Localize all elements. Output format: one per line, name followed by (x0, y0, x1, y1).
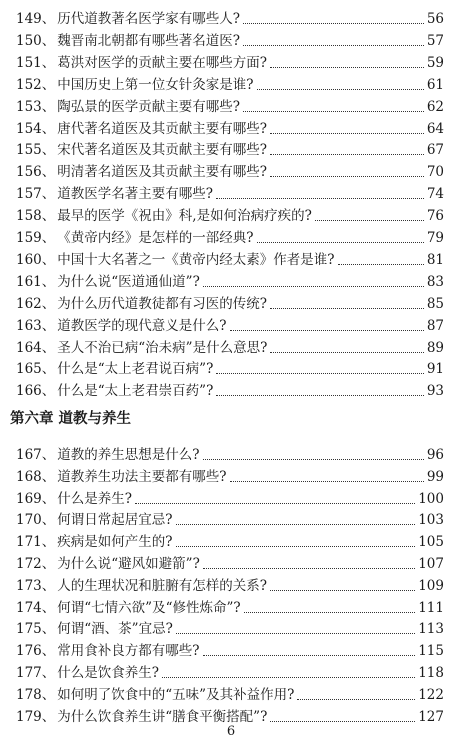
entry-page-number: 115 (418, 643, 444, 660)
dot-leader (243, 44, 424, 46)
entry-page-number: 105 (418, 534, 444, 551)
entry-number: 169、 (16, 490, 56, 507)
entry-number: 149、 (16, 11, 56, 27)
entry-title: 为什么历代道教徒都有习医的传统? (57, 295, 268, 312)
entry-number: 162、 (16, 295, 56, 312)
entry-page-number: 103 (418, 512, 444, 529)
entry-number: 153、 (16, 98, 56, 115)
entry-title: 什么是“太上老君说百病”? (57, 361, 214, 378)
toc-entry[interactable] (16, 662, 444, 685)
entry-number: 161、 (16, 273, 56, 290)
entry-number: 174、 (16, 599, 56, 616)
toc-entry[interactable] (16, 139, 444, 162)
dot-leader (257, 241, 424, 243)
entry-number: 166、 (16, 383, 56, 400)
toc-entry[interactable] (16, 380, 444, 403)
entry-page-number: 100 (418, 490, 444, 507)
entry-title: 为什么饮食养生讲“膳食平衡搭配”? (57, 708, 268, 725)
dot-leader (270, 351, 423, 353)
entry-title: 道教医学名著主要有哪些? (57, 186, 214, 203)
entry-title: 什么是养生? (57, 490, 133, 507)
entry-number: 164、 (16, 339, 56, 356)
toc-entry[interactable] (16, 315, 444, 338)
dot-leader (270, 66, 424, 68)
dot-leader (230, 480, 424, 482)
entry-page-number: 93 (426, 383, 444, 400)
toc-entry[interactable] (16, 161, 444, 184)
entry-number: 156、 (16, 164, 56, 181)
entry-page-number: 91 (426, 361, 444, 378)
toc-entry[interactable] (16, 684, 444, 707)
toc-entry[interactable] (16, 575, 444, 598)
entry-title: 最早的医学《祝由》科,是如何治病疗疾的? (57, 208, 312, 225)
entry-title: 中国历史上第一位女针灸家是谁? (57, 76, 254, 93)
entry-page-number: 64 (426, 120, 444, 137)
entry-number: 175、 (16, 621, 56, 638)
dot-leader (230, 329, 424, 331)
dot-leader (270, 307, 424, 309)
dot-leader (162, 676, 415, 678)
dot-leader (270, 132, 424, 134)
entry-page-number: 61 (426, 76, 444, 93)
dot-leader (176, 632, 415, 634)
entry-page-number: 57 (426, 32, 444, 49)
dot-leader (297, 698, 415, 700)
entry-title: 中国十大名著之一《黄帝内经太素》作者是谁? (57, 251, 335, 268)
entry-number: 172、 (16, 556, 56, 572)
entry-title: 唐代著名道医及其贡献主要有哪些? (57, 120, 268, 137)
entry-number: 158、 (16, 208, 56, 225)
entry-page-number: 70 (426, 164, 444, 181)
dot-leader (243, 22, 424, 24)
entry-page-number: 62 (426, 98, 444, 115)
entry-number: 154、 (16, 120, 56, 137)
toc-entry[interactable] (16, 227, 444, 250)
entry-title: 如何明了饮食中的“五味”及其补益作用? (57, 686, 295, 703)
entry-page-number: 81 (426, 251, 444, 268)
entry-page-number: 113 (418, 621, 444, 638)
toc-entry[interactable] (16, 358, 444, 381)
entry-title: 为什么说“避风如避箭”? (57, 556, 200, 572)
entry-page-number: 118 (418, 665, 444, 681)
entry-number: 173、 (16, 577, 56, 594)
entry-title: 人的生理状况和脏腑有怎样的关系? (57, 577, 268, 594)
entry-title: 明清著名道医及其贡献主要有哪些? (57, 164, 268, 181)
dot-leader (315, 219, 424, 221)
entry-number: 150、 (16, 32, 56, 49)
toc-entry[interactable] (16, 597, 444, 620)
dot-leader (244, 611, 416, 613)
entry-title: 什么是“太上老君崇百药”? (57, 383, 214, 400)
dot-leader (203, 285, 424, 287)
entry-page-number: 96 (426, 447, 444, 463)
toc-entry[interactable] (16, 8, 444, 31)
entry-title: 道教养生功法主要都有哪些? (57, 468, 227, 485)
dot-leader (257, 88, 424, 90)
dot-leader (270, 175, 424, 177)
dot-leader (270, 153, 424, 155)
toc-entry[interactable] (16, 293, 444, 316)
dot-leader (203, 458, 424, 460)
toc-entry[interactable] (16, 640, 444, 663)
entry-title: 何谓“酒、茶”宜忌? (57, 621, 173, 638)
toc-entry[interactable] (16, 509, 444, 532)
page-number: 6 (226, 724, 236, 739)
entry-title: 魏晋南北朝都有哪些著名道医? (57, 32, 241, 49)
chapter-heading: 第六章 道教与养生 (10, 411, 132, 427)
entry-title: 什么是饮食养生? (57, 665, 160, 681)
entry-title: 为什么说“医道通仙道”? (57, 273, 200, 290)
entry-page-number: 89 (426, 339, 444, 356)
toc-entry[interactable] (16, 531, 444, 554)
entry-title: 疾病是如何产生的? (57, 534, 173, 551)
entry-page-number: 87 (426, 317, 444, 334)
entry-title: 历代道教著名医学家有哪些人? (57, 11, 241, 27)
toc-entry[interactable] (16, 444, 444, 467)
toc-entry[interactable] (16, 118, 444, 141)
entry-page-number: 111 (418, 599, 444, 616)
entry-page-number: 107 (418, 556, 444, 572)
entry-number: 152、 (16, 76, 56, 93)
dot-leader (216, 372, 423, 374)
entry-title: 《黄帝内经》是怎样的一部经典? (57, 230, 254, 246)
toc-entry[interactable] (16, 553, 444, 576)
dot-leader (203, 654, 416, 656)
dot-leader (216, 394, 423, 396)
entry-page-number: 56 (426, 11, 444, 27)
entry-number: 155、 (16, 142, 56, 159)
entry-title: 何谓“七情六欲”及“修性炼命”? (57, 599, 241, 616)
entry-number: 178、 (16, 686, 56, 703)
toc-entry[interactable] (16, 249, 444, 272)
entry-number: 163、 (16, 317, 56, 334)
entry-title: 常用食补良方都有哪些? (57, 643, 200, 660)
entry-page-number: 99 (426, 468, 444, 485)
entry-page-number: 85 (426, 295, 444, 312)
dot-leader (270, 589, 415, 591)
toc-entry[interactable] (16, 205, 444, 228)
entry-number: 170、 (16, 512, 56, 529)
entry-number: 159、 (16, 230, 56, 246)
toc-entry[interactable] (16, 74, 444, 97)
entry-title: 何谓日常起居宜忌? (57, 512, 173, 529)
entry-page-number: 79 (426, 230, 444, 246)
toc-entry[interactable] (16, 183, 444, 206)
entry-number: 179、 (16, 708, 56, 725)
entry-title: 道教的养生思想是什么? (57, 447, 200, 463)
dot-leader (203, 567, 415, 569)
entry-page-number: 122 (418, 686, 444, 703)
entry-number: 171、 (16, 534, 56, 551)
toc-entry[interactable] (16, 618, 444, 641)
entry-number: 176、 (16, 643, 56, 660)
entry-title: 葛洪对医学的贡献主要在哪些方面? (57, 54, 268, 71)
dot-leader (176, 523, 416, 525)
entry-number: 151、 (16, 54, 56, 71)
toc-entry[interactable] (16, 52, 444, 75)
dot-leader (270, 720, 415, 722)
toc-entry[interactable] (16, 488, 444, 511)
entry-title: 陶弘景的医学贡献主要有哪些? (57, 98, 241, 115)
entry-number: 177、 (16, 665, 56, 681)
toc-entry[interactable] (16, 466, 444, 489)
entry-number: 167、 (16, 447, 56, 463)
entry-title: 宋代著名道医及其贡献主要有哪些? (57, 142, 268, 159)
entry-number: 165、 (16, 361, 56, 378)
entry-page-number: 76 (426, 208, 444, 225)
toc-entry[interactable] (16, 30, 444, 53)
toc-entry[interactable] (16, 96, 444, 119)
entry-number: 160、 (16, 251, 56, 268)
dot-leader (135, 502, 415, 504)
dot-leader (338, 263, 424, 265)
toc-entry[interactable] (16, 271, 444, 294)
entry-title: 圣人不治已病“治未病”是什么意思? (57, 339, 268, 356)
entry-page-number: 67 (426, 142, 444, 159)
entry-page-number: 127 (418, 708, 444, 725)
entry-number: 168、 (16, 468, 56, 485)
dot-leader (176, 545, 416, 547)
entry-title: 道教医学的现代意义是什么? (57, 317, 227, 334)
entry-page-number: 83 (426, 273, 444, 290)
entry-page-number: 74 (426, 186, 444, 203)
entry-page-number: 109 (418, 577, 444, 594)
entry-page-number: 59 (426, 54, 444, 71)
dot-leader (243, 110, 424, 112)
toc-entry[interactable] (16, 337, 444, 360)
dot-leader (216, 197, 424, 199)
entry-number: 157、 (16, 186, 56, 203)
